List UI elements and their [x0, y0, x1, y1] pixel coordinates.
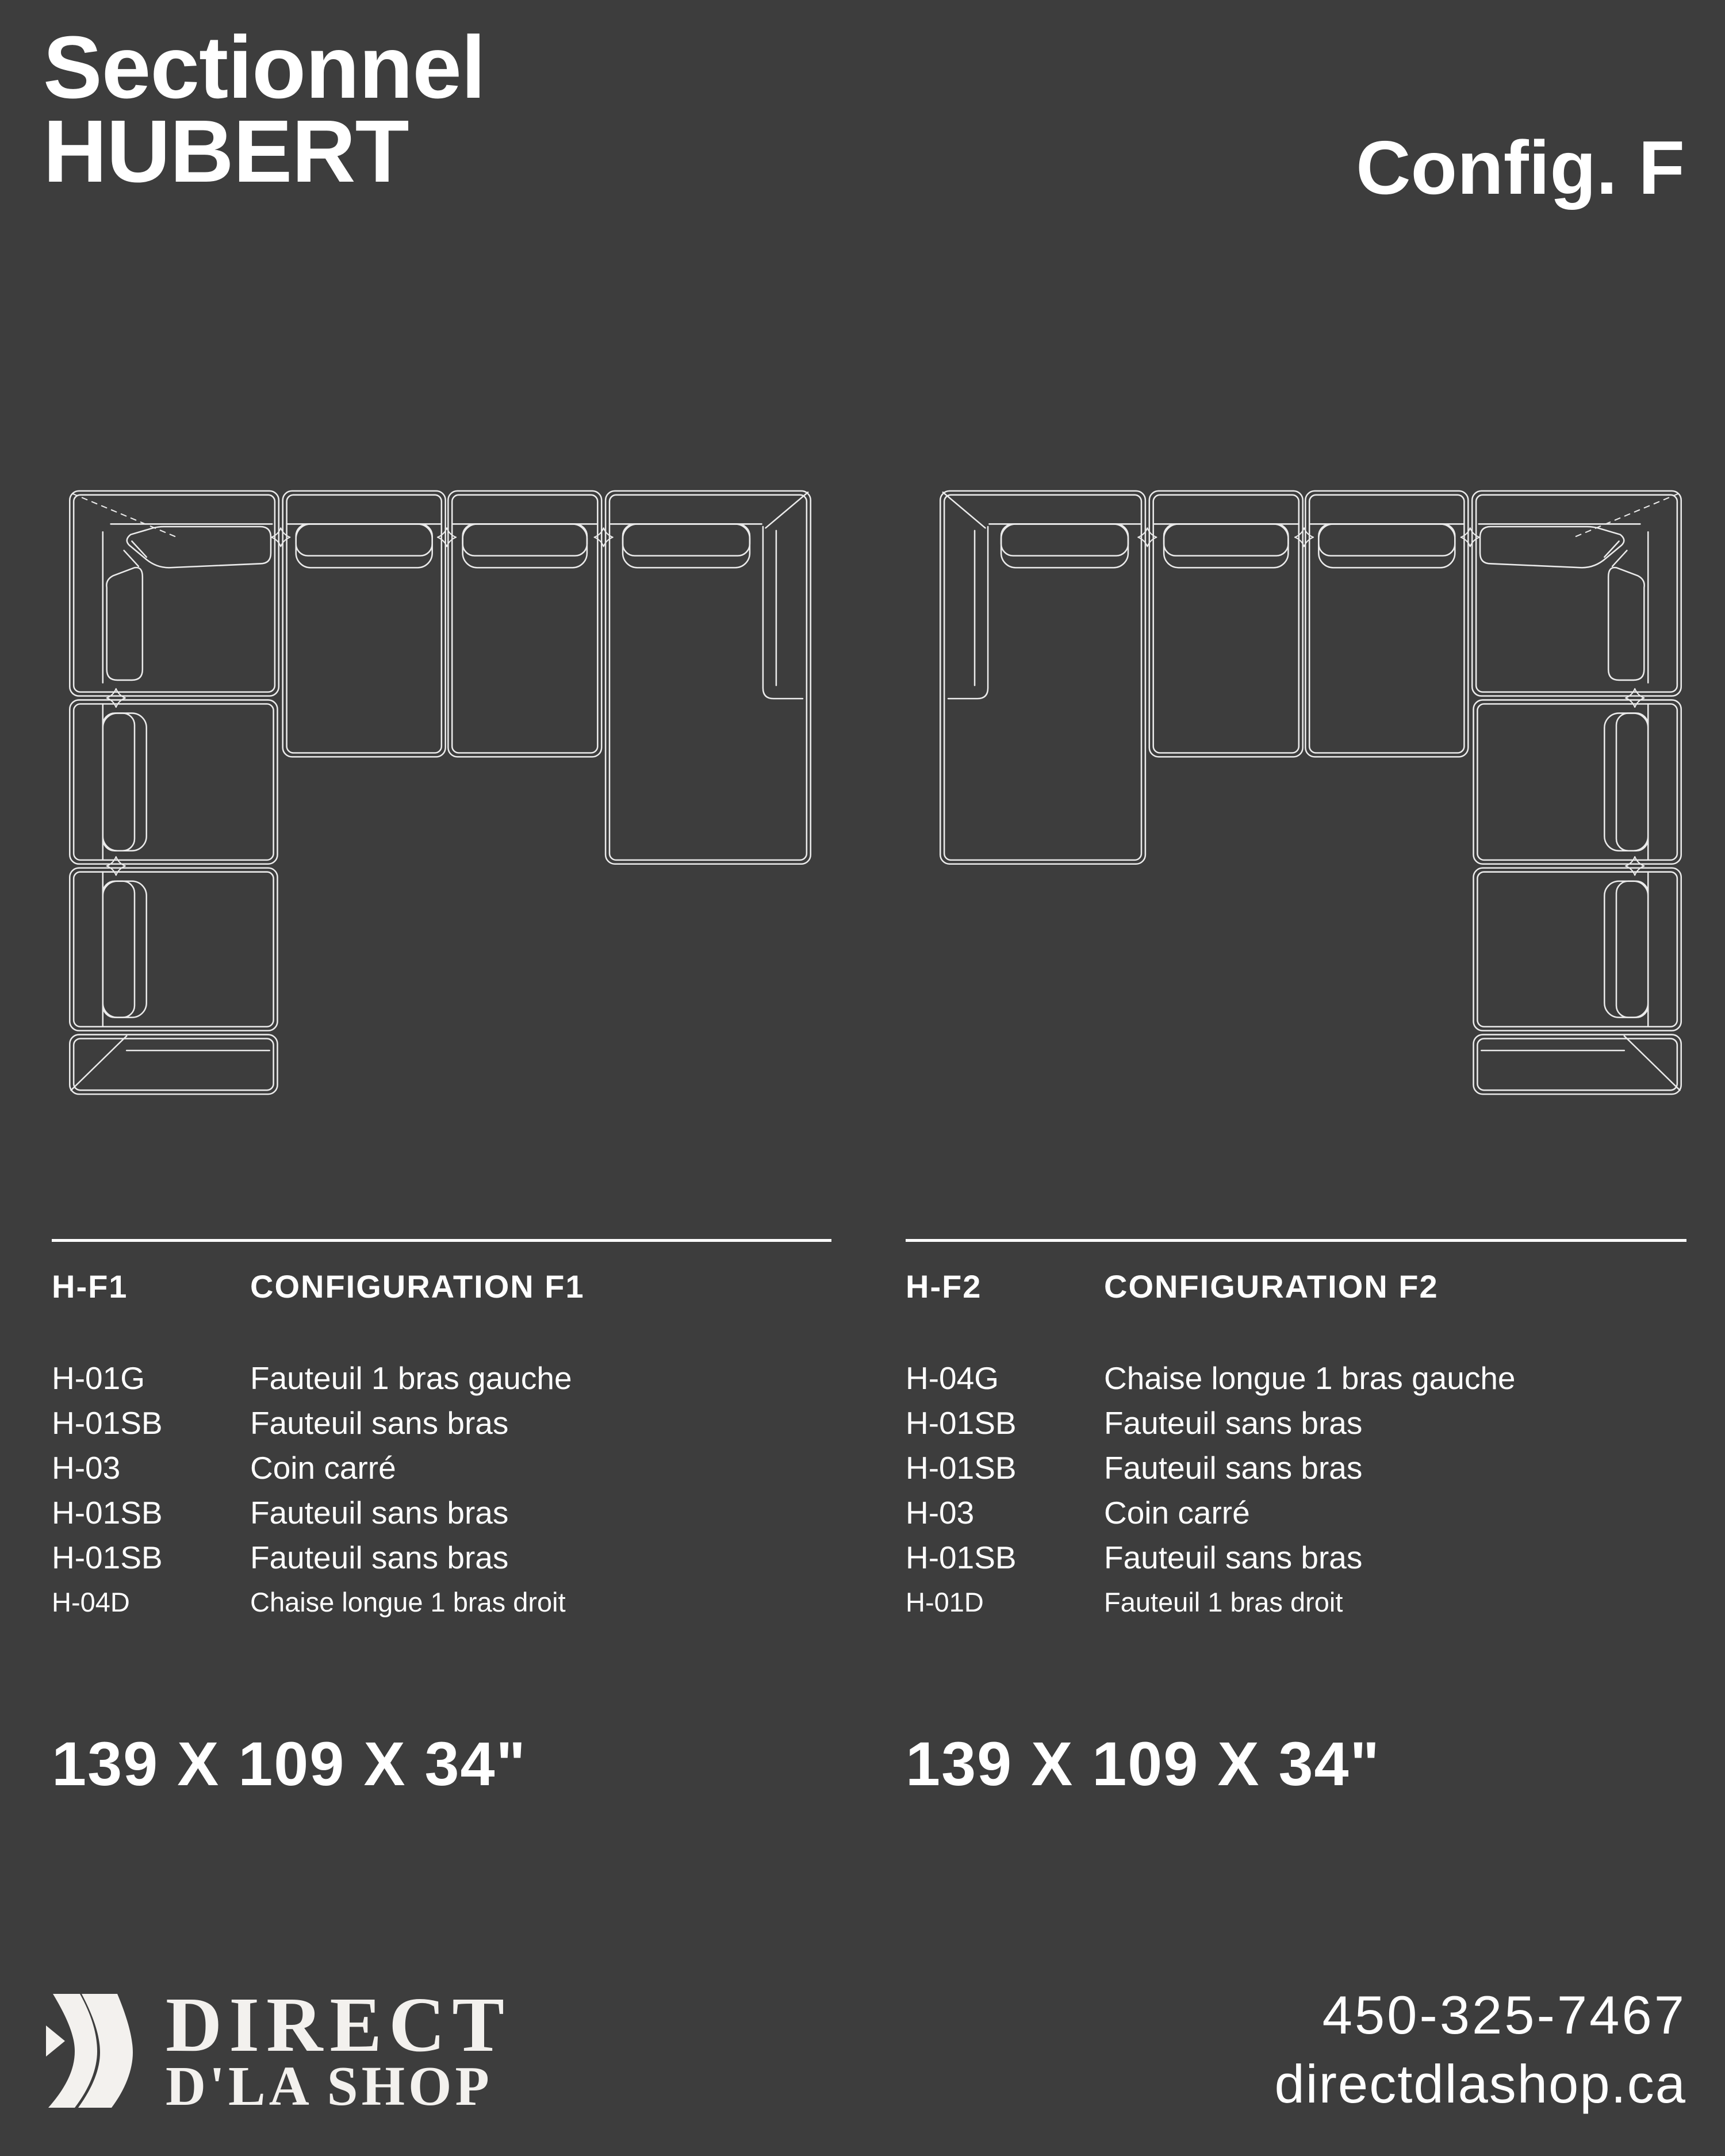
table-row: [52, 1445, 831, 1490]
part-desc: Fauteuil sans bras: [1104, 1540, 1363, 1575]
part-code: H-01SB: [52, 1540, 163, 1575]
brand-chevron-icon: [46, 1994, 133, 2108]
part-desc: Fauteuil sans bras: [250, 1405, 509, 1441]
table-row: [906, 1356, 1686, 1401]
table-row: [906, 1580, 1686, 1625]
table-rule: [52, 1239, 831, 1242]
part-code: H-01SB: [906, 1450, 1017, 1486]
table-header-title: CONFIGURATION F1: [250, 1268, 585, 1305]
part-code: H-03: [906, 1495, 975, 1530]
part-desc: Coin carré: [1104, 1495, 1250, 1530]
part-desc: Fauteuil sans bras: [1104, 1450, 1363, 1486]
part-desc: Chaise longue 1 bras gauche: [1104, 1360, 1516, 1396]
page-title-line2: HUBERT: [43, 102, 409, 201]
table-rule: [906, 1239, 1686, 1242]
table-row: [906, 1490, 1686, 1535]
table-row: [906, 1445, 1686, 1490]
dimensions-f2: 139 X 109 X 34": [906, 1729, 1381, 1798]
config-f1-table: [52, 1239, 831, 1625]
part-code: H-04D: [52, 1587, 130, 1617]
page-title-line1: Sectionnel: [43, 18, 485, 117]
part-code: H-04G: [906, 1360, 999, 1396]
part-desc: Fauteuil sans bras: [1104, 1405, 1363, 1441]
part-desc: Fauteuil 1 bras gauche: [250, 1360, 572, 1396]
contact-block: [1274, 1985, 1686, 2115]
dimensions-f1: 139 X 109 X 34": [52, 1729, 527, 1798]
table-row: [52, 1535, 831, 1580]
config-f2-table: [906, 1239, 1686, 1625]
website-url: directdlashop.ca: [1274, 2054, 1686, 2114]
part-desc: Coin carré: [250, 1450, 396, 1486]
table-row: [52, 1490, 831, 1535]
table-row: [906, 1535, 1686, 1580]
table-header: [52, 1268, 831, 1305]
config-f1-diagram: [66, 487, 815, 1098]
part-code: H-01SB: [906, 1405, 1017, 1441]
table-header-code: H-F1: [52, 1268, 128, 1305]
part-code: H-03: [52, 1450, 121, 1486]
part-code: H-01G: [52, 1360, 145, 1396]
part-code: H-01D: [906, 1587, 984, 1617]
table-rows: [52, 1356, 831, 1625]
table-row: [52, 1356, 831, 1401]
page-title: [43, 18, 485, 201]
part-code: H-01SB: [906, 1540, 1017, 1575]
part-desc: Fauteuil sans bras: [250, 1495, 509, 1530]
config-f2-diagram: [936, 487, 1685, 1098]
part-code: H-01SB: [52, 1405, 163, 1441]
brand-tagline: D'LA SHOP: [166, 2055, 493, 2117]
table-row: [906, 1401, 1686, 1445]
table-row: [52, 1401, 831, 1445]
table-header-title: CONFIGURATION F2: [1104, 1268, 1439, 1305]
table-row: [52, 1580, 831, 1625]
part-code: H-01SB: [52, 1495, 163, 1530]
brand-wordmark: [166, 1982, 511, 2117]
brand-name: DIRECT: [166, 1982, 511, 2068]
part-desc: Fauteuil sans bras: [250, 1540, 509, 1575]
table-header-code: H-F2: [906, 1268, 982, 1305]
table-rows: [906, 1356, 1686, 1625]
table-header: [906, 1268, 1686, 1305]
part-desc: Fauteuil 1 bras droit: [1104, 1587, 1343, 1617]
config-label: Config. F: [1356, 125, 1685, 210]
part-desc: Chaise longue 1 bras droit: [250, 1587, 566, 1617]
phone-number: 450-325-7467: [1322, 1985, 1686, 2045]
